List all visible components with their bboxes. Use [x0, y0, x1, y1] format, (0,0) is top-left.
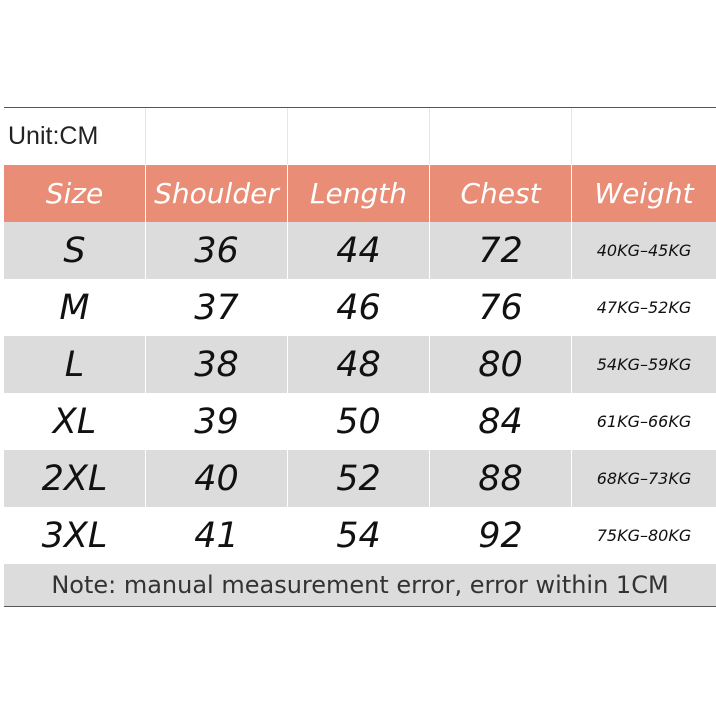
- length-cell: 46: [288, 279, 430, 336]
- table-row: [4, 279, 716, 336]
- shoulder-cell: 39: [146, 393, 288, 450]
- size-cell: XL: [4, 393, 146, 450]
- header-weight: Weight: [594, 177, 694, 210]
- empty-cell: [430, 108, 572, 165]
- chest-cell: 76: [430, 279, 572, 336]
- shoulder-cell: 41: [146, 507, 288, 564]
- table-row: [4, 393, 716, 450]
- empty-cell: [146, 108, 288, 165]
- size-cell: 3XL: [4, 507, 146, 564]
- weight-cell: 61KG–66KG: [596, 412, 692, 431]
- unit-label: Unit:CM: [4, 108, 146, 165]
- shoulder-cell: 37: [146, 279, 288, 336]
- unit-row: [4, 108, 716, 165]
- chest-cell: 84: [430, 393, 572, 450]
- table-row: [4, 336, 716, 393]
- size-chart-table: [4, 107, 716, 607]
- chest-cell: 80: [430, 336, 572, 393]
- chest-cell: 72: [430, 222, 572, 279]
- shoulder-cell: 36: [146, 222, 288, 279]
- size-cell: L: [4, 336, 146, 393]
- header-shoulder: Shoulder: [146, 165, 288, 222]
- table-row: [4, 450, 716, 507]
- length-cell: 50: [288, 393, 430, 450]
- weight-cell: 54KG–59KG: [596, 355, 692, 374]
- chest-cell: 92: [430, 507, 572, 564]
- length-cell: 54: [288, 507, 430, 564]
- table-row: [4, 222, 716, 279]
- weight-cell: 68KG–73KG: [596, 469, 692, 488]
- header-size: Size: [4, 165, 146, 222]
- shoulder-cell: 40: [146, 450, 288, 507]
- weight-cell: 47KG–52KG: [596, 298, 692, 317]
- table-row: [4, 507, 716, 564]
- length-cell: 52: [288, 450, 430, 507]
- chest-cell: 88: [430, 450, 572, 507]
- shoulder-cell: 38: [146, 336, 288, 393]
- weight-cell: 75KG–80KG: [596, 526, 692, 545]
- header-chest: Chest: [430, 165, 572, 222]
- header-length: Length: [288, 165, 430, 222]
- size-cell: 2XL: [4, 450, 146, 507]
- empty-cell: [572, 108, 716, 165]
- note-row: [4, 564, 716, 606]
- header-row: [4, 165, 716, 222]
- size-cell: M: [4, 279, 146, 336]
- weight-cell: 40KG–45KG: [596, 241, 692, 260]
- note-text: Note: manual measurement error, error within 1CM: [51, 571, 669, 599]
- length-cell: 44: [288, 222, 430, 279]
- empty-cell: [288, 108, 430, 165]
- length-cell: 48: [288, 336, 430, 393]
- size-cell: S: [4, 222, 146, 279]
